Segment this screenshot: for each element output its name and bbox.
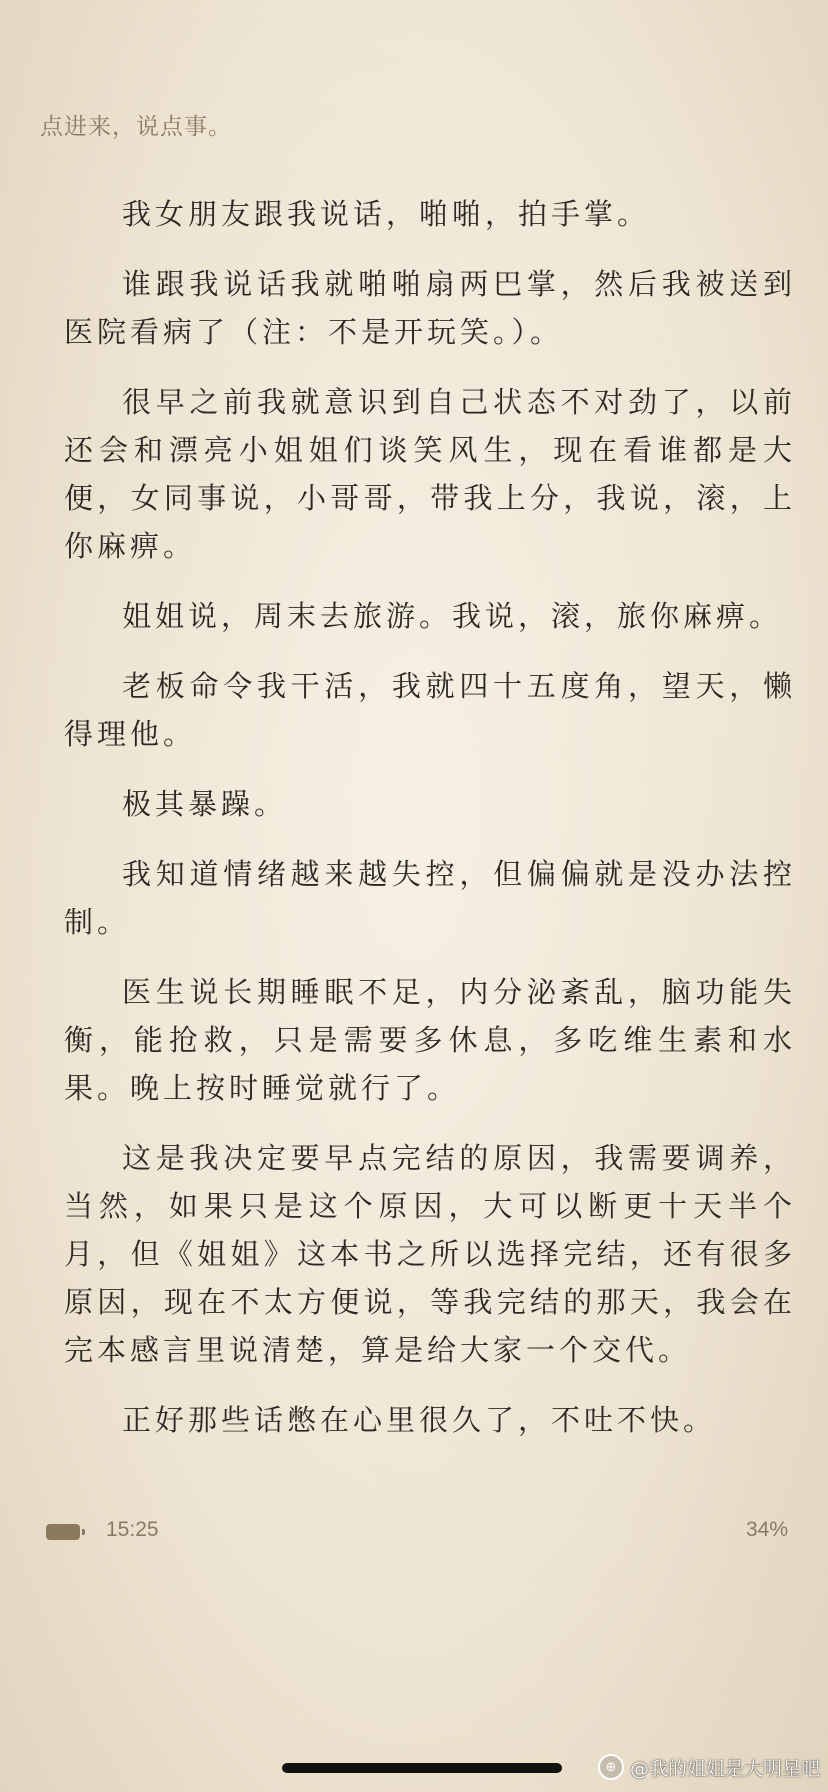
- paragraph: 老板命令我干活，我就四十五度角，望天，懒得理他。: [64, 669, 796, 751]
- paragraph: 我女朋友跟我说话，啪啪，拍手掌。: [122, 197, 651, 231]
- clock-time: 15:25: [106, 1518, 159, 1541]
- reading-progress: 34%: [745, 1518, 788, 1541]
- reader-content[interactable]: [64, 190, 796, 1466]
- paragraph: 很早之前我就意识到自己状态不对劲了，以前还会和漂亮小姐姐们谈笑风生，现在看谁都是大便，女同事说，小哥哥，带我上分，我说，滚，上你麻痹。: [64, 385, 796, 563]
- paragraph: 医生说长期睡眠不足，内分泌紊乱，脑功能失衡，能抢救，只是需要多休息，多吃维生素和水果。晚上按时睡觉就行了。: [64, 975, 796, 1105]
- weibo-icon: ⊕: [598, 1754, 624, 1780]
- watermark-text: @我的姐姐是大明星吧: [629, 1757, 820, 1780]
- paragraph: 姐姐说，周末去旅游。我说，滚，旅你麻痹。: [122, 599, 783, 633]
- paragraph: 极其暴躁。: [122, 787, 288, 821]
- paragraph: 我知道情绪越来越失控，但偏偏就是没办法控制。: [64, 857, 796, 939]
- paragraph: 谁跟我说话我就啪啪扇两巴掌，然后我被送到医院看病了（注：不是开玩笑。）。: [64, 267, 796, 349]
- battery-icon: [46, 1524, 80, 1540]
- watermark: [598, 1752, 820, 1782]
- chapter-title: 点进来，说点事。: [40, 114, 232, 140]
- paragraph: 这是我决定要早点完结的原因，我需要调养，当然，如果只是这个原因，大可以断更十天半个月，但《姐姐》这本书之所以选择完结，还有很多原因，现在不太方便说，等我完结的那天，我会在完本感言里说清楚，算是给大家一个交代。: [64, 1141, 796, 1367]
- reader-status-bar: [0, 1512, 828, 1552]
- home-indicator[interactable]: [282, 1763, 562, 1773]
- paragraph: 正好那些话憋在心里很久了，不吐不快。: [122, 1403, 717, 1437]
